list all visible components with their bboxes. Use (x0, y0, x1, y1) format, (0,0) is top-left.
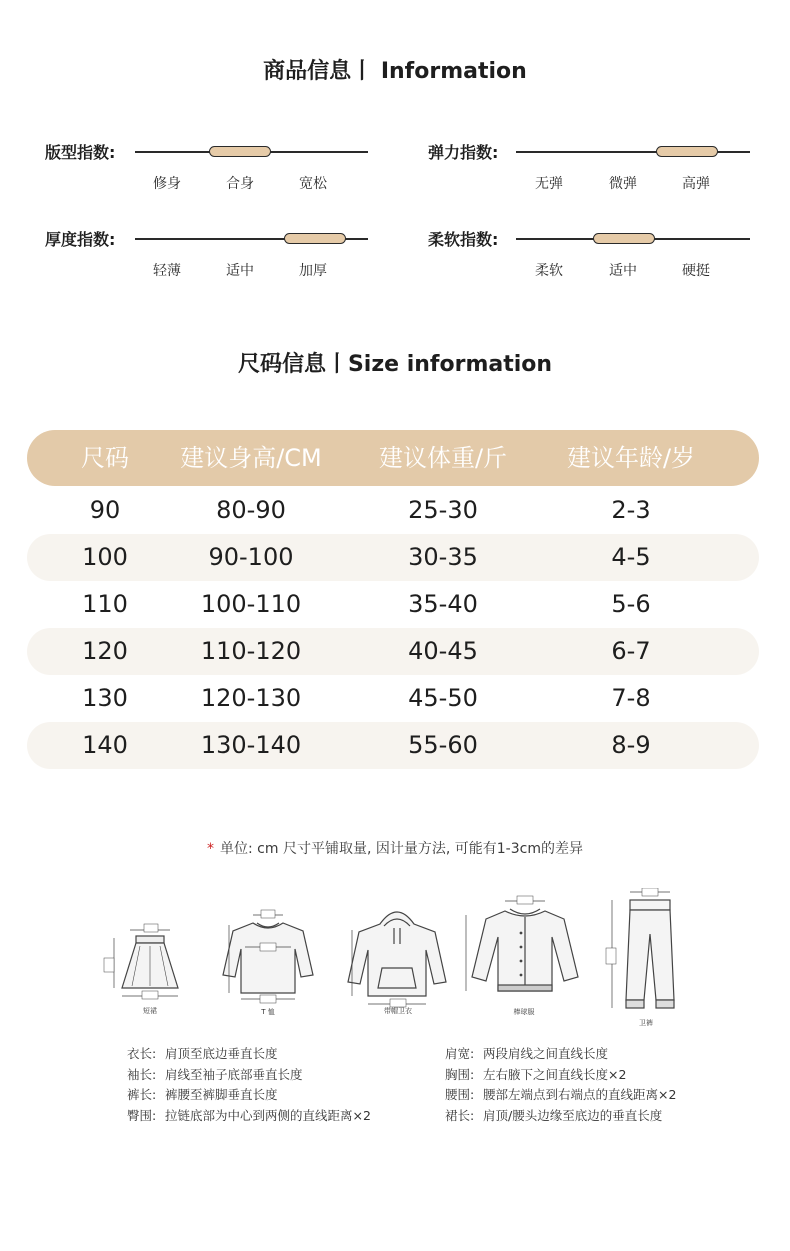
definition-key: 衣长: (127, 1046, 157, 1061)
cell-weight: 55-60 (408, 731, 478, 759)
size-table (27, 430, 759, 769)
cell-height: 100-110 (200, 590, 302, 618)
elasticity-index-label: 弹力指数: (428, 143, 499, 162)
definition-item (445, 1065, 676, 1086)
garment-caption: 卫裤 (639, 1019, 653, 1027)
sweatpants-icon (600, 888, 690, 1023)
softness-index-marker (593, 233, 655, 244)
garment-caption: 带帽卫衣 (384, 1007, 412, 1015)
table-row (27, 628, 759, 675)
table-row (27, 487, 759, 534)
definitions-left (127, 1044, 371, 1126)
elasticity-index-option: 无弹 (535, 176, 563, 192)
baseball-jacket-icon (460, 893, 590, 1013)
cell-height: 80-90 (216, 496, 286, 524)
definition-value: 左右腋下之间直线长度×2 (483, 1066, 627, 1082)
definition-item (445, 1085, 676, 1106)
header-weight: 建议体重/斤 (378, 444, 508, 472)
definition-item (127, 1044, 371, 1065)
definition-value: 腰部左端点到右端点的直线距离×2 (483, 1087, 677, 1102)
elasticity-index-marker (656, 146, 718, 157)
cell-height: 130-140 (200, 731, 302, 759)
definition-key: 袖长: (127, 1066, 157, 1082)
fit-index-label: 版型指数: (45, 143, 116, 162)
skirt-icon (100, 918, 200, 1013)
definition-key: 裙长: (445, 1107, 475, 1123)
cell-weight: 30-35 (408, 543, 478, 571)
definition-key: 胸围: (445, 1066, 475, 1082)
definition-value: 裤腰至裤脚垂直长度 (165, 1087, 278, 1102)
softness-index-option: 适中 (609, 263, 637, 279)
cell-age: 8-9 (611, 731, 651, 759)
cell-age: 7-8 (611, 684, 651, 712)
elasticity-index (428, 140, 758, 200)
thickness-index-option: 加厚 (299, 263, 327, 279)
note-star: * (207, 841, 215, 857)
garment-caption: T 恤 (261, 1008, 275, 1016)
tshirt-icon (213, 905, 323, 1015)
softness-index-option: 柔软 (535, 263, 563, 279)
definition-key: 臀围: (127, 1107, 157, 1123)
skirt-diagram (100, 918, 200, 1013)
softness-index-label: 柔软指数: (428, 230, 499, 249)
cell-weight: 40-45 (408, 637, 478, 665)
definition-value: 两段肩线之间直线长度 (483, 1046, 609, 1061)
fit-index (45, 140, 375, 200)
thickness-index-marker (284, 233, 346, 244)
definition-item (127, 1065, 371, 1086)
definition-value: 肩顶至底边垂直长度 (165, 1046, 278, 1061)
table-row (27, 534, 759, 581)
cell-age: 4-5 (611, 543, 651, 571)
thickness-index-option: 轻薄 (153, 263, 181, 279)
hoodie-icon (340, 900, 455, 1015)
header-size: 尺码 (81, 444, 129, 472)
definition-item (445, 1044, 676, 1065)
garment-caption: 棒球服 (513, 1008, 535, 1016)
thickness-index-option: 适中 (226, 263, 254, 279)
softness-index-option: 硬挺 (682, 263, 710, 279)
fit-index-marker (209, 146, 271, 157)
cell-size: 100 (82, 543, 128, 571)
definition-value: 肩线至袖子底部垂直长度 (165, 1066, 303, 1082)
definition-item (127, 1085, 371, 1106)
table-row (27, 581, 759, 628)
fit-index-option: 合身 (226, 176, 254, 192)
fit-index-option: 修身 (153, 176, 181, 192)
fit-index-option: 宽松 (299, 176, 327, 192)
header-age: 建议年龄/岁 (566, 444, 696, 472)
table-header (27, 430, 759, 486)
cell-height: 110-120 (200, 637, 302, 665)
definitions-right (445, 1044, 676, 1126)
definition-key: 腰围: (445, 1087, 475, 1102)
information-title: 商品信息丨 Information (263, 59, 527, 84)
definition-key: 裤长: (127, 1087, 157, 1102)
cell-height: 120-130 (200, 684, 302, 712)
size-information-title: 尺码信息丨Size information (237, 352, 553, 377)
hoodie-diagram (340, 900, 455, 1015)
cell-weight: 45-50 (408, 684, 478, 712)
softness-index (428, 227, 758, 287)
definition-value: 拉链底部为中心到两侧的直线距离×2 (165, 1107, 371, 1123)
measurement-note (0, 838, 790, 858)
definition-key: 肩宽: (445, 1046, 475, 1061)
definition-item (445, 1106, 676, 1127)
cell-weight: 25-30 (408, 496, 478, 524)
header-height: 建议身高/CM (180, 444, 322, 472)
cell-age: 2-3 (611, 496, 651, 524)
cell-size: 90 (89, 496, 121, 524)
baseball-jacket-diagram (460, 893, 590, 1016)
cell-size: 110 (82, 590, 128, 618)
garment-caption: 短裙 (143, 1007, 157, 1015)
note-text: 单位: cm 尺寸平铺取量, 因计量方法, 可能有1-3cm的差异 (220, 841, 583, 857)
cell-size: 120 (82, 637, 128, 665)
cell-size: 140 (82, 731, 128, 759)
thickness-index-label: 厚度指数: (45, 230, 116, 249)
cell-age: 5-6 (611, 590, 651, 618)
definition-value: 肩顶/腰头边缘至底边的垂直长度 (483, 1107, 663, 1123)
cell-age: 6-7 (611, 637, 651, 665)
definition-item (127, 1106, 371, 1127)
elasticity-index-option: 微弹 (609, 176, 637, 192)
sweatpants-diagram (600, 888, 690, 1027)
tshirt-diagram (213, 905, 323, 1015)
thickness-index (45, 227, 375, 287)
table-row (27, 722, 759, 769)
cell-height: 90-100 (208, 543, 294, 571)
table-row (27, 675, 759, 722)
cell-size: 130 (82, 684, 128, 712)
elasticity-index-option: 高弹 (682, 176, 710, 192)
cell-weight: 35-40 (408, 590, 478, 618)
